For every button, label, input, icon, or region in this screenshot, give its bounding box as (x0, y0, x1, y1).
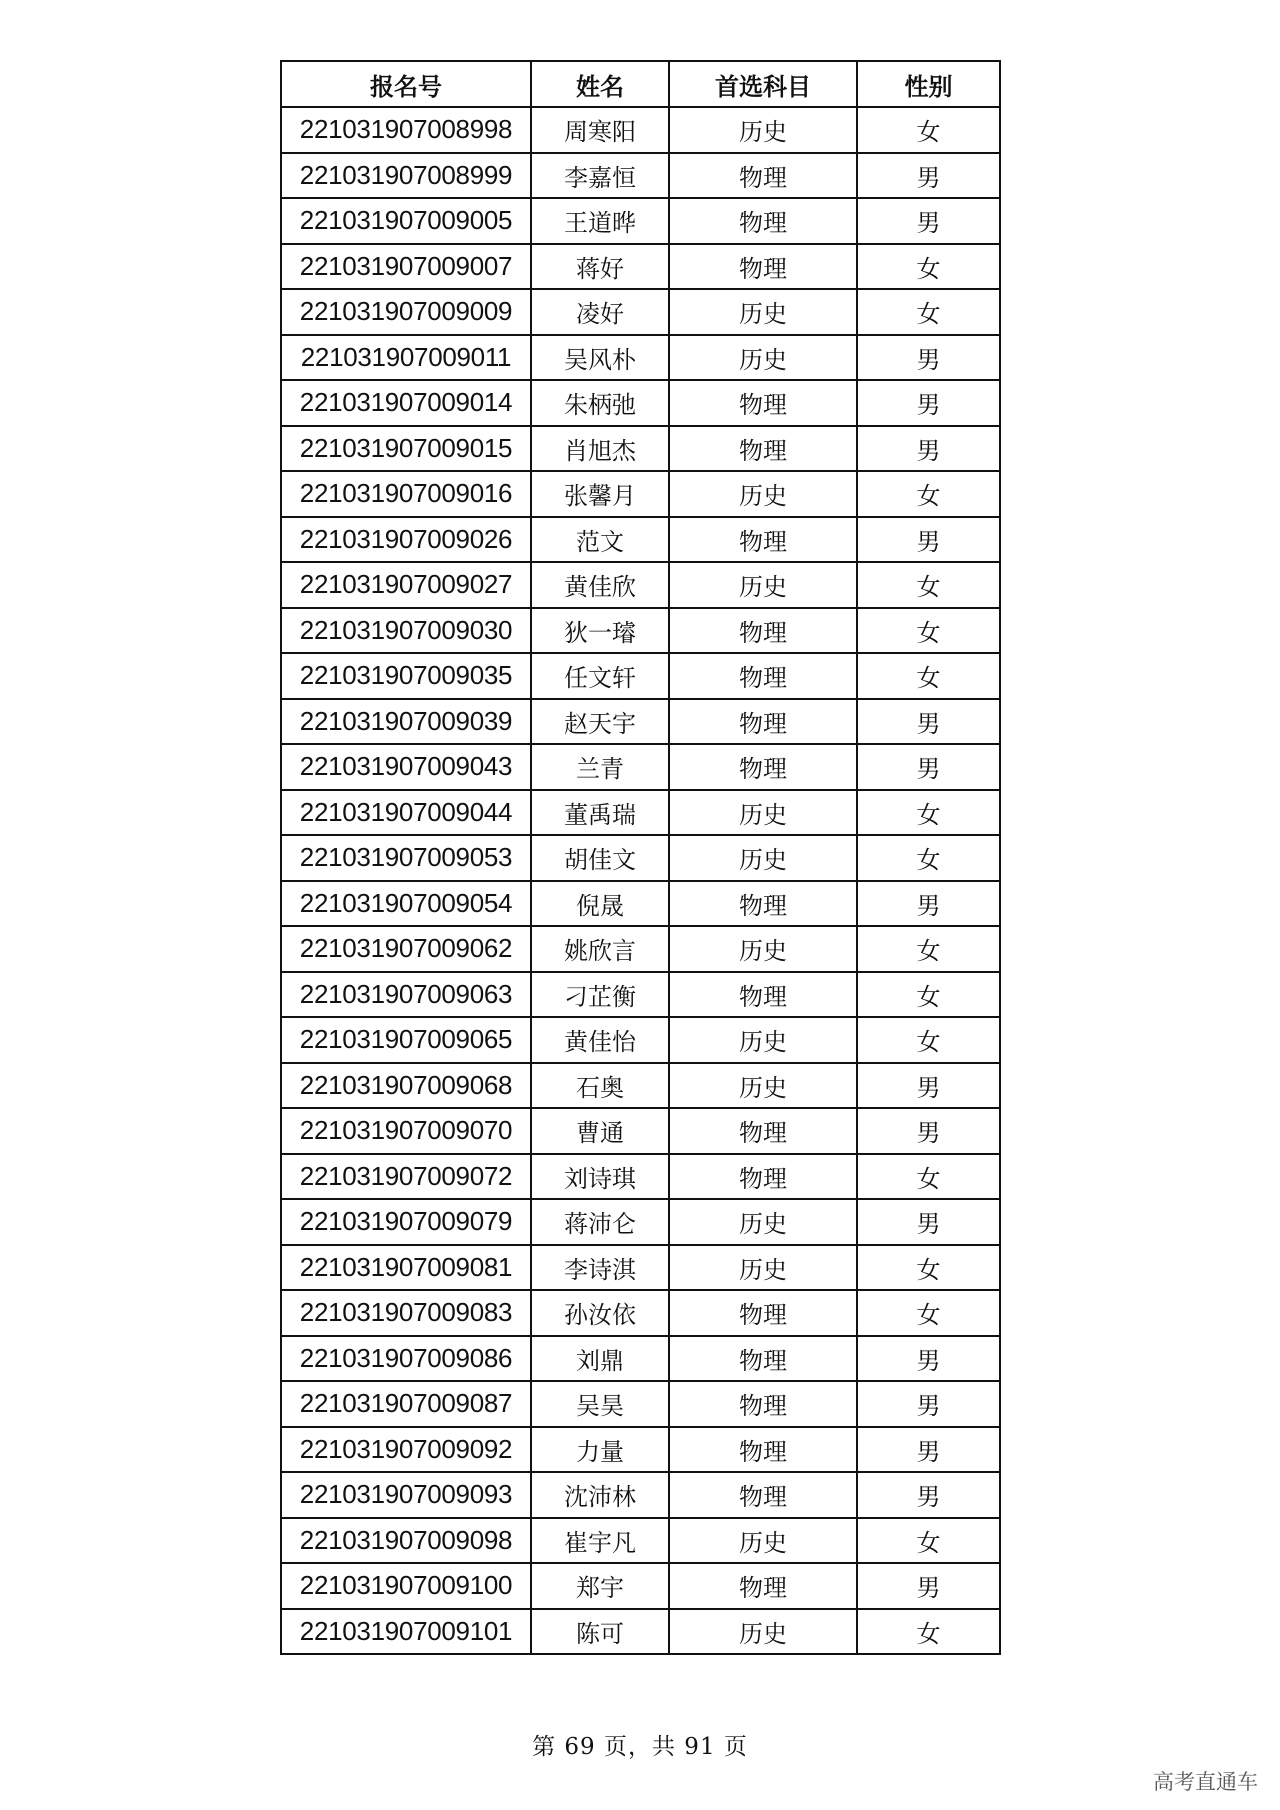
registration-number-cell: 221031907009044 (281, 790, 531, 836)
primary-subject-cell: 物理 (669, 699, 857, 745)
student-list-table (280, 60, 1001, 1655)
primary-subject-cell: 历史 (669, 289, 857, 335)
student-name-cell: 吴昊 (531, 1381, 669, 1427)
registration-number-cell: 221031907009068 (281, 1063, 531, 1109)
registration-number-cell: 221031907008998 (281, 107, 531, 153)
student-name-cell: 沈沛林 (531, 1472, 669, 1518)
student-name-cell: 蒋好 (531, 244, 669, 290)
primary-subject-cell: 历史 (669, 471, 857, 517)
gender-cell: 男 (857, 153, 1000, 199)
registration-number-cell: 221031907009062 (281, 926, 531, 972)
primary-subject-cell: 物理 (669, 1108, 857, 1154)
header-row (281, 61, 1000, 107)
registration-number-cell: 221031907008999 (281, 153, 531, 199)
table-row (281, 744, 1000, 790)
student-name-cell: 范文 (531, 517, 669, 563)
primary-subject-cell: 物理 (669, 1290, 857, 1336)
student-name-cell: 郑宇 (531, 1563, 669, 1609)
table-row (281, 835, 1000, 881)
gender-cell: 女 (857, 1290, 1000, 1336)
registration-number-cell: 221031907009086 (281, 1336, 531, 1382)
student-name-cell: 胡佳文 (531, 835, 669, 881)
gender-cell: 男 (857, 1199, 1000, 1245)
gender-cell: 女 (857, 562, 1000, 608)
student-name-cell: 兰青 (531, 744, 669, 790)
registration-number-cell: 221031907009083 (281, 1290, 531, 1336)
registration-number-cell: 221031907009072 (281, 1154, 531, 1200)
table-row (281, 1336, 1000, 1382)
table-row (281, 1472, 1000, 1518)
primary-subject-cell: 历史 (669, 1199, 857, 1245)
student-name-cell: 曹通 (531, 1108, 669, 1154)
student-name-cell: 黄佳怡 (531, 1017, 669, 1063)
primary-subject-cell: 物理 (669, 198, 857, 244)
student-name-cell: 李嘉恒 (531, 153, 669, 199)
student-name-cell: 力量 (531, 1427, 669, 1473)
table-header (281, 61, 1000, 107)
primary-subject-cell: 物理 (669, 1381, 857, 1427)
gender-cell: 男 (857, 380, 1000, 426)
student-name-cell: 姚欣言 (531, 926, 669, 972)
table-row (281, 1381, 1000, 1427)
registration-number-cell: 221031907009026 (281, 517, 531, 563)
gender-cell: 女 (857, 1518, 1000, 1564)
gender-cell: 女 (857, 1154, 1000, 1200)
gender-cell: 女 (857, 289, 1000, 335)
primary-subject-cell: 历史 (669, 1245, 857, 1291)
primary-subject-cell: 历史 (669, 1063, 857, 1109)
gender-cell: 男 (857, 881, 1000, 927)
student-name-cell: 刘鼎 (531, 1336, 669, 1382)
gender-cell: 男 (857, 335, 1000, 381)
primary-subject-cell: 物理 (669, 1336, 857, 1382)
gender-cell: 男 (857, 1381, 1000, 1427)
primary-subject-cell: 物理 (669, 153, 857, 199)
student-name-cell: 肖旭杰 (531, 426, 669, 472)
header-name: 姓名 (531, 61, 669, 107)
header-primary-subject: 首选科目 (669, 61, 857, 107)
gender-cell: 男 (857, 1427, 1000, 1473)
table-body (281, 107, 1000, 1654)
table-row (281, 1290, 1000, 1336)
registration-number-cell: 221031907009054 (281, 881, 531, 927)
registration-number-cell: 221031907009016 (281, 471, 531, 517)
student-name-cell: 董禹瑞 (531, 790, 669, 836)
registration-number-cell: 221031907009093 (281, 1472, 531, 1518)
registration-number-cell: 221031907009092 (281, 1427, 531, 1473)
gender-cell: 女 (857, 1609, 1000, 1655)
table-row (281, 1108, 1000, 1154)
gender-cell: 男 (857, 426, 1000, 472)
gender-cell: 女 (857, 653, 1000, 699)
student-name-cell: 凌好 (531, 289, 669, 335)
page-number: 第 69 页，共 91 页 (532, 1734, 748, 1760)
student-name-cell: 孙汝依 (531, 1290, 669, 1336)
primary-subject-cell: 物理 (669, 426, 857, 472)
primary-subject-cell: 历史 (669, 1518, 857, 1564)
primary-subject-cell: 历史 (669, 926, 857, 972)
primary-subject-cell: 历史 (669, 1017, 857, 1063)
primary-subject-cell: 物理 (669, 1472, 857, 1518)
primary-subject-cell: 历史 (669, 835, 857, 881)
table-row (281, 653, 1000, 699)
primary-subject-cell: 物理 (669, 1427, 857, 1473)
registration-number-cell: 221031907009030 (281, 608, 531, 654)
gender-cell: 女 (857, 1245, 1000, 1291)
gender-cell: 女 (857, 972, 1000, 1018)
gender-cell: 男 (857, 1336, 1000, 1382)
student-name-cell: 陈可 (531, 1609, 669, 1655)
gender-cell: 男 (857, 198, 1000, 244)
table-row (281, 289, 1000, 335)
primary-subject-cell: 物理 (669, 244, 857, 290)
student-name-cell: 倪晟 (531, 881, 669, 927)
table-row (281, 1199, 1000, 1245)
table-row (281, 244, 1000, 290)
gender-cell: 女 (857, 244, 1000, 290)
primary-subject-cell: 历史 (669, 790, 857, 836)
table-row (281, 1154, 1000, 1200)
student-name-cell: 周寒阳 (531, 107, 669, 153)
registration-number-cell: 221031907009035 (281, 653, 531, 699)
primary-subject-cell: 历史 (669, 335, 857, 381)
registration-number-cell: 221031907009011 (281, 335, 531, 381)
registration-number-cell: 221031907009070 (281, 1108, 531, 1154)
student-name-cell: 任文轩 (531, 653, 669, 699)
table-row (281, 1063, 1000, 1109)
registration-number-cell: 221031907009101 (281, 1609, 531, 1655)
table-row (281, 471, 1000, 517)
table-row (281, 881, 1000, 927)
registration-number-cell: 221031907009065 (281, 1017, 531, 1063)
student-name-cell: 吴风朴 (531, 335, 669, 381)
table-row (281, 608, 1000, 654)
table-row (281, 198, 1000, 244)
table-row (281, 1017, 1000, 1063)
registration-number-cell: 221031907009079 (281, 1199, 531, 1245)
table-row (281, 790, 1000, 836)
primary-subject-cell: 历史 (669, 562, 857, 608)
gender-cell: 女 (857, 790, 1000, 836)
registration-number-cell: 221031907009100 (281, 1563, 531, 1609)
gender-cell: 男 (857, 517, 1000, 563)
primary-subject-cell: 物理 (669, 1563, 857, 1609)
table-row (281, 562, 1000, 608)
gender-cell: 女 (857, 471, 1000, 517)
primary-subject-cell: 物理 (669, 972, 857, 1018)
registration-number-cell: 221031907009053 (281, 835, 531, 881)
student-name-cell: 李诗淇 (531, 1245, 669, 1291)
registration-number-cell: 221031907009087 (281, 1381, 531, 1427)
registration-number-cell: 221031907009027 (281, 562, 531, 608)
registration-number-cell: 221031907009015 (281, 426, 531, 472)
gender-cell: 男 (857, 699, 1000, 745)
gender-cell: 女 (857, 926, 1000, 972)
registration-number-cell: 221031907009081 (281, 1245, 531, 1291)
student-name-cell: 刁芷衡 (531, 972, 669, 1018)
gender-cell: 男 (857, 744, 1000, 790)
primary-subject-cell: 物理 (669, 608, 857, 654)
primary-subject-cell: 物理 (669, 380, 857, 426)
primary-subject-cell: 历史 (669, 107, 857, 153)
table-row (281, 380, 1000, 426)
table-row (281, 107, 1000, 153)
primary-subject-cell: 物理 (669, 517, 857, 563)
registration-number-cell: 221031907009063 (281, 972, 531, 1018)
gender-cell: 男 (857, 1063, 1000, 1109)
gender-cell: 男 (857, 1108, 1000, 1154)
gender-cell: 女 (857, 1017, 1000, 1063)
gender-cell: 女 (857, 835, 1000, 881)
primary-subject-cell: 物理 (669, 1154, 857, 1200)
student-name-cell: 石奥 (531, 1063, 669, 1109)
gender-cell: 男 (857, 1472, 1000, 1518)
registration-number-cell: 221031907009098 (281, 1518, 531, 1564)
table-row (281, 1609, 1000, 1655)
primary-subject-cell: 物理 (669, 881, 857, 927)
table-row (281, 153, 1000, 199)
registration-number-cell: 221031907009039 (281, 699, 531, 745)
student-name-cell: 蒋沛仑 (531, 1199, 669, 1245)
table-row (281, 517, 1000, 563)
registration-number-cell: 221031907009014 (281, 380, 531, 426)
table-row (281, 926, 1000, 972)
registration-number-cell: 221031907009043 (281, 744, 531, 790)
student-name-cell: 朱柄弛 (531, 380, 669, 426)
student-name-cell: 黄佳欣 (531, 562, 669, 608)
header-registration-number: 报名号 (281, 61, 531, 107)
primary-subject-cell: 物理 (669, 744, 857, 790)
student-name-cell: 崔宇凡 (531, 1518, 669, 1564)
watermark-text: 高考直通车 (1153, 1770, 1258, 1794)
primary-subject-cell: 物理 (669, 653, 857, 699)
header-gender: 性别 (857, 61, 1000, 107)
registration-number-cell: 221031907009009 (281, 289, 531, 335)
table-row (281, 1563, 1000, 1609)
registration-number-cell: 221031907009005 (281, 198, 531, 244)
student-name-cell: 王道晔 (531, 198, 669, 244)
table-row (281, 1245, 1000, 1291)
student-name-cell: 刘诗琪 (531, 1154, 669, 1200)
table-row (281, 1518, 1000, 1564)
table-row (281, 699, 1000, 745)
gender-cell: 女 (857, 107, 1000, 153)
student-name-cell: 狄一璿 (531, 608, 669, 654)
table-row (281, 1427, 1000, 1473)
table-row (281, 426, 1000, 472)
gender-cell: 女 (857, 608, 1000, 654)
student-name-cell: 张馨月 (531, 471, 669, 517)
table-row (281, 335, 1000, 381)
gender-cell: 男 (857, 1563, 1000, 1609)
student-name-cell: 赵天宇 (531, 699, 669, 745)
registration-number-cell: 221031907009007 (281, 244, 531, 290)
primary-subject-cell: 历史 (669, 1609, 857, 1655)
table-row (281, 972, 1000, 1018)
